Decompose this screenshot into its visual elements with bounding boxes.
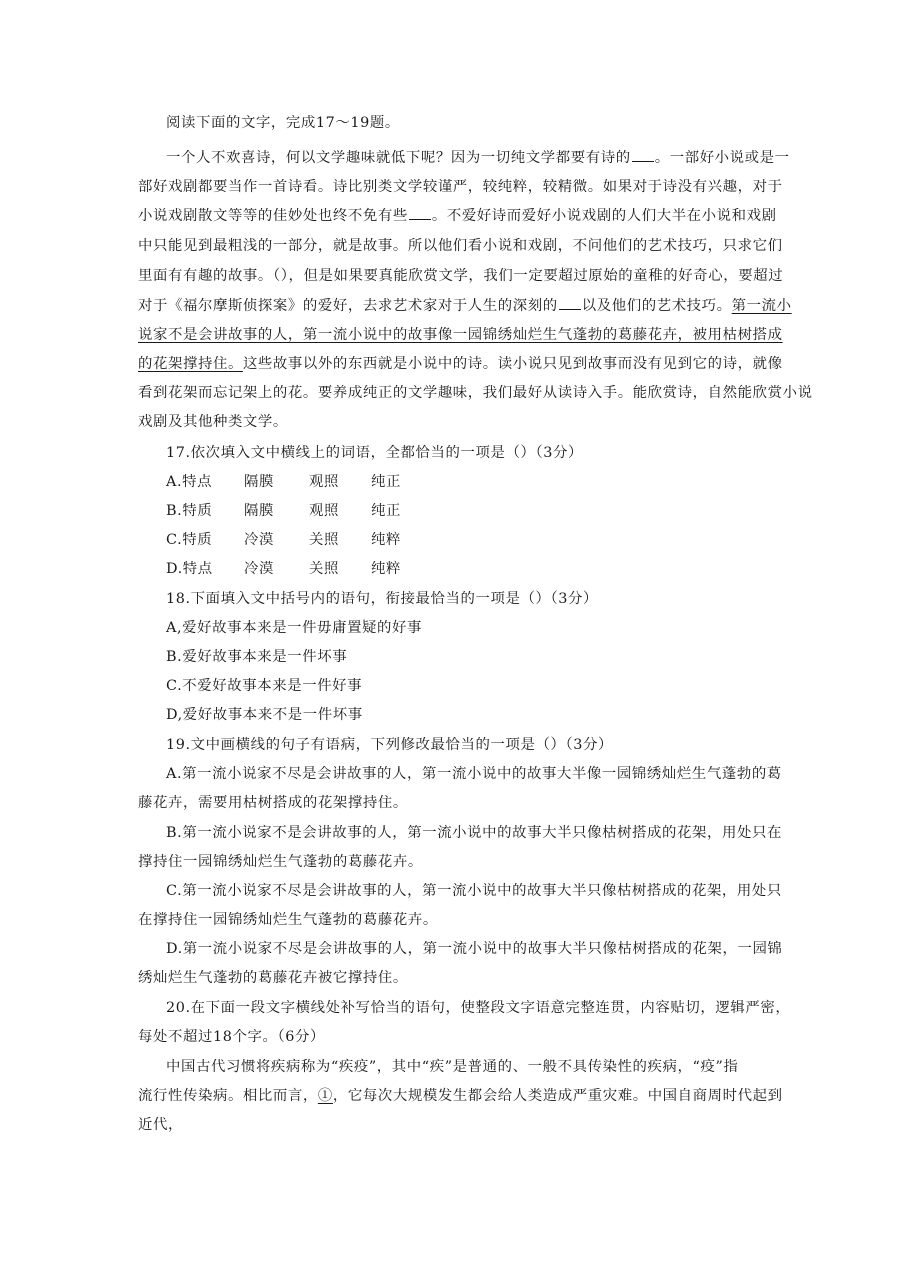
q18-option-b: B.爱好故事本来是一件坏事 bbox=[166, 649, 348, 665]
answer-blank-1 bbox=[632, 149, 654, 162]
passage-line-2: 部好戏剧都要当作一首诗看。诗比别类文学较谨严，较纯粹，较精微。如果对于诗没有兴趣，对于 bbox=[138, 179, 783, 195]
q19-option-b-line-1: B.第一流小说家不是会讲故事的人，第一流小说中的故事大半只像枯树搭成的花架，用处只在 bbox=[166, 825, 782, 841]
q18-stem: 18.下面填入文中括号内的语句，衔接最恰当的一项是（）（3分） bbox=[166, 591, 598, 607]
passage-line-1: 一个人不欢喜诗，何以文学趣味就低下呢？因为一切纯文学都要有诗的 。一部好小说或是一 bbox=[166, 150, 790, 166]
passage-line-4: 中只能见到最粗浅的一部分，就是故事。所以他们看小说和戏剧，不问他们的艺术技巧，只求它们 bbox=[138, 238, 783, 254]
instruction: 阅读下面的文字，完成17～19题。 bbox=[166, 115, 400, 131]
passage-line-5: 里面有有趣的故事。（），但是如果要真能欣赏文学，我们一定要超过原始的童稚的好奇心，要超过 bbox=[138, 268, 784, 284]
q20-passage-line-3: 近代， bbox=[138, 1117, 183, 1133]
passage-line-9: 看到花架而忘记架上的花。要养成纯正的文学趣味，我们最好从读诗入手。能欣赏诗，自然能欣赏小说 bbox=[138, 385, 813, 401]
q18-option-c: C.不爱好故事本来是一件好事 bbox=[166, 678, 363, 694]
q19-option-c-line-1: C.第一流小说家不尽是会讲故事的人，第一流小说中的故事大半只像枯树搭成的花架，用处只 bbox=[166, 883, 782, 899]
q19-option-d-line-2: 绣灿烂生气蓬勃的葛藤花卉被它撑持住。 bbox=[138, 970, 408, 986]
q18-option-a: A,爱好故事本来是一件毋庸置疑的好事 bbox=[166, 620, 423, 636]
q19-option-c-line-2: 在撑持住一园锦绣灿烂生气蓬勃的葛藤花卉。 bbox=[138, 912, 438, 928]
q17-option-c: C.特质 冷漠 关照 纯粹 bbox=[166, 532, 401, 548]
passage-line-3: 小说戏剧散文等等的佳妙处也终不免有些 。不爱好诗而爱好小说戏剧的人们大半在小说和戏剧 bbox=[138, 208, 777, 224]
q19-option-a-line-1: A.第一流小说家不尽是会讲故事的人，第一流小说中的故事大半像一园锦绣灿烂生气蓬勃的葛 bbox=[166, 766, 782, 782]
q18-option-d: D,爱好故事本来不是一件坏事 bbox=[166, 707, 363, 723]
q20-passage-line-2: 流行性传染病。相比而言，①，它每次大规模发生都会给人类造成严重灾难。中国自商周时代起到 bbox=[138, 1088, 783, 1104]
q17-stem: 17.依次填入文中横线上的词语，全都恰当的一项是（）（3分） bbox=[166, 445, 583, 461]
underlined-sentence-part-3: 的花架撑持住。 bbox=[138, 356, 243, 372]
q20-stem-line-2: 每处不超过18个字。（6分） bbox=[138, 1029, 325, 1045]
q19-stem: 19.文中画横线的句子有语病，下列修改最恰当的一项是（）（3分） bbox=[166, 737, 613, 753]
q19-option-b-line-2: 撑持住一园锦绣灿烂生气蓬勃的葛藤花卉。 bbox=[138, 854, 423, 870]
answer-blank-2 bbox=[409, 207, 431, 220]
blank-marker-1: ① bbox=[317, 1088, 333, 1104]
q19-option-d-line-1: D.第一流小说家不尽是会讲故事的人，第一流小说中的故事大半只像枯树搭成的花架，一园锦 bbox=[166, 941, 783, 957]
q17-option-a: A.特点 隔膜 观照 纯正 bbox=[166, 474, 401, 490]
passage-line-10: 戏剧及其他种类文学。 bbox=[138, 414, 288, 430]
q20-passage-line-1: 中国古代习惯将疾病称为“疾疫”，其中“疾”是普通的、一般不具传染性的疾病，“疫”指 bbox=[166, 1059, 739, 1075]
q20-stem-line-1: 20.在下面一段文字横线处补写恰当的语句，使整段文字语意完整连贯，内容贴切，逻辑严密， bbox=[166, 1000, 791, 1016]
passage-line-8: 的花架撑持住。这些故事以外的东西就是小说中的诗。读小说只见到故事而没有见到它的诗，就像 bbox=[138, 356, 783, 372]
q17-option-d: D.特点 冷漠 关照 纯粹 bbox=[166, 561, 401, 577]
passage-line-6: 对于《福尔摩斯侦探案》的爱好，去求艺术家对于人生的深刻的 以及他们的艺术技巧。第一流小 bbox=[138, 298, 792, 314]
underlined-sentence-part-1: 第一流小 bbox=[731, 298, 792, 314]
q17-option-b: B.特质 隔膜 观照 纯正 bbox=[166, 503, 401, 519]
q19-option-a-line-2: 藤花卉，需要用枯树搭成的花架撑持住。 bbox=[138, 795, 408, 811]
underlined-sentence-part-2: 说家不是会讲故事的人，第一流小说中的故事像一园锦绣灿烂生气蓬勃的葛藤花卉，被用枯树搭成 bbox=[138, 327, 783, 343]
answer-blank-3 bbox=[559, 297, 581, 310]
